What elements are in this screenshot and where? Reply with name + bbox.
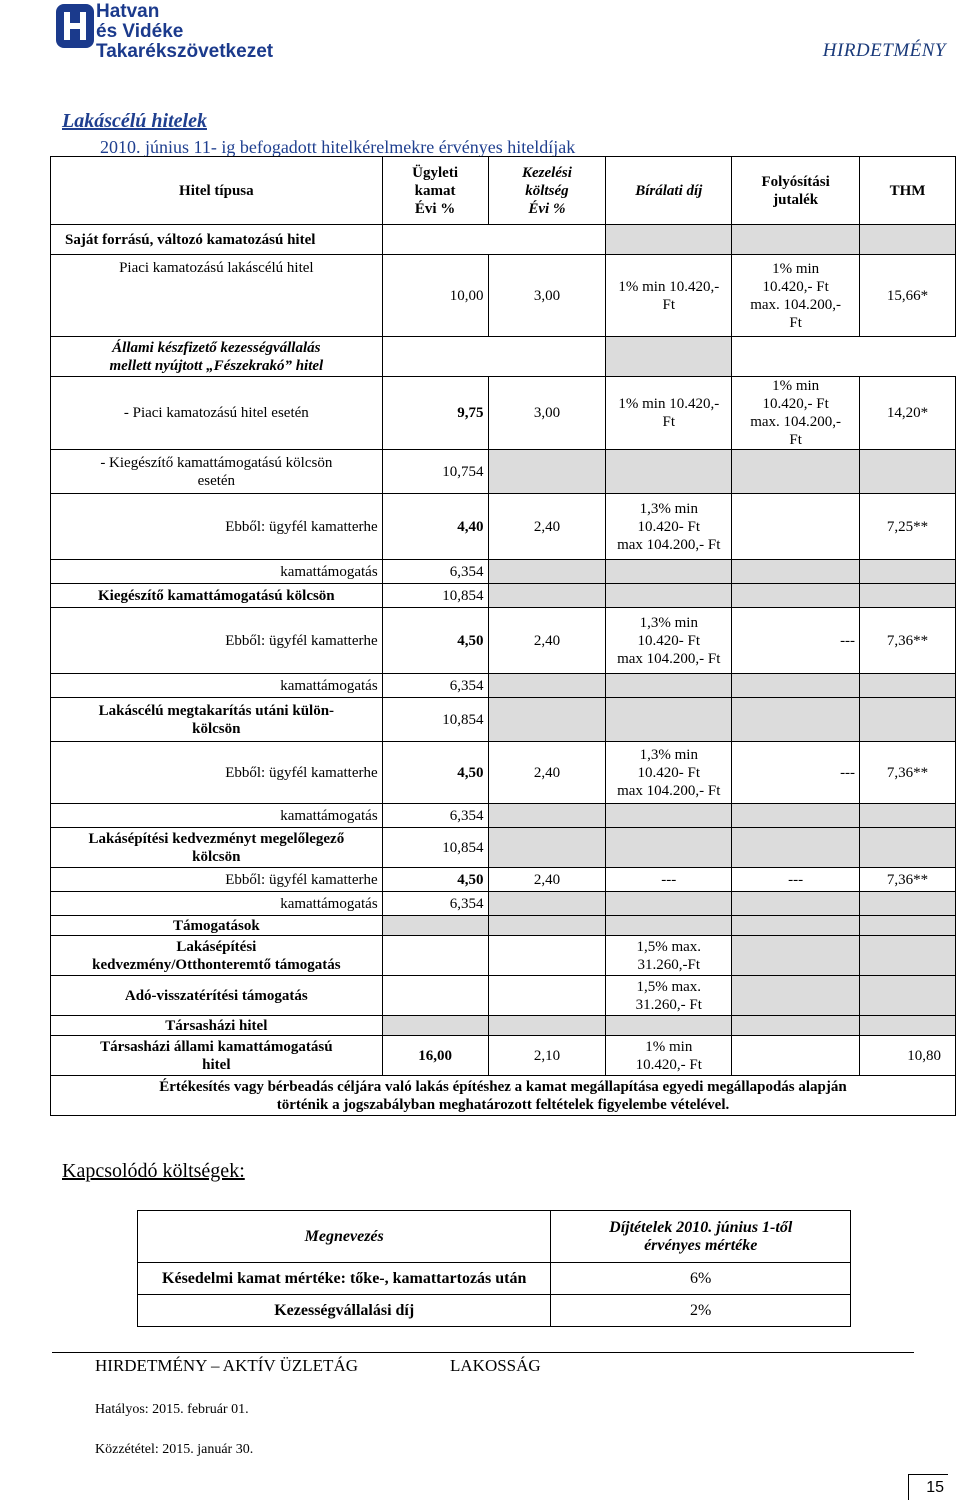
cell-fee: 2,40 — [488, 608, 606, 674]
rates-table — [50, 156, 956, 1116]
cell-client-rate: 4,50 — [382, 742, 488, 804]
cell-disbursement: --- — [732, 742, 860, 804]
table-header-row — [51, 157, 956, 225]
header-fee: Kezelési költség Évi % — [488, 157, 606, 225]
table-row — [51, 936, 956, 976]
table-row — [51, 828, 956, 868]
cell-rate: 9,75 — [382, 377, 488, 450]
published-date: Közzététel: 2015. január 30. — [95, 1442, 254, 1457]
cell-disbursement: --- — [732, 608, 860, 674]
footer-left: HIRDETMÉNY – AKTÍV ÜZLETÁG — [95, 1356, 358, 1375]
cell-thm: 10,80 — [860, 1036, 956, 1076]
cell-thm: 7,36** — [860, 608, 956, 674]
footer-right: LAKOSSÁG — [450, 1356, 541, 1375]
cost-name: Késedelmi kamat mértéke: tőke-, kamattartozás után — [138, 1263, 551, 1295]
cell-rate: 16,00 — [382, 1036, 488, 1076]
costs-header-row — [138, 1211, 851, 1263]
table-row — [51, 337, 956, 377]
row-label: kamattámogatás — [51, 804, 383, 828]
cell-rate: 10,854 — [382, 698, 488, 742]
cell-review: 1% min 10.420,- Ft — [606, 255, 732, 337]
footer-divider — [52, 1352, 914, 1353]
table-row — [51, 1036, 956, 1076]
cell-thm: 7,36** — [860, 742, 956, 804]
table-row — [51, 225, 956, 255]
costs-col-name: Megnevezés — [138, 1211, 551, 1263]
row-label: kamattámogatás — [51, 892, 383, 916]
cell-disbursement: 1% min 10.420,- Ft max. 104.200,- Ft — [732, 255, 860, 337]
cell-review: 1,3% min 10.420- Ft max 104.200,- Ft — [606, 494, 732, 560]
table-row — [51, 608, 956, 674]
cell-thm: 14,20* — [860, 377, 956, 450]
row-label: Ebből: ügyfél kamatterhe — [51, 742, 383, 804]
table-row — [51, 1016, 956, 1036]
table-row — [51, 804, 956, 828]
cell-fee: 2,10 — [488, 1036, 606, 1076]
logo-icon — [56, 4, 94, 48]
table-row — [138, 1263, 851, 1295]
document-type: HIRDETMÉNY — [822, 40, 946, 61]
header-disbursement: Folyósítási jutalék — [732, 157, 860, 225]
cell-disbursement: --- — [732, 868, 860, 892]
row-label: Állami készfizető kezességvállalás mellett nyújtott „Fészekrakó” hitel — [51, 337, 383, 377]
cell-rate: 10,00 — [382, 255, 488, 337]
row-label: Lakásépítési kedvezmény/Otthonteremtő támogatás — [51, 936, 383, 976]
table-row — [138, 1295, 851, 1327]
row-label: Támogatások — [51, 916, 383, 936]
table-row — [51, 450, 956, 494]
table-row — [51, 255, 956, 337]
table-row — [51, 976, 956, 1016]
page-number: 15 — [908, 1474, 948, 1500]
cell-subsidy: 6,354 — [382, 674, 488, 698]
cell-review: 1,3% min 10.420- Ft max 104.200,- Ft — [606, 742, 732, 804]
cell-client-rate: 4,40 — [382, 494, 488, 560]
row-label: Adó-visszatérítési támogatás — [51, 976, 383, 1016]
effective-date: Hatályos: 2015. február 01. — [95, 1402, 249, 1417]
cell-subsidy: 6,354 — [382, 804, 488, 828]
costs-table — [137, 1210, 851, 1327]
cell-subsidy: 6,354 — [382, 560, 488, 584]
table-row — [51, 868, 956, 892]
table-row — [51, 916, 956, 936]
row-label: Kiegészítő kamattámogatású kölcsön — [51, 584, 383, 608]
row-label: Lakásépítési kedvezményt megelőlegező kölcsön — [51, 828, 383, 868]
cell-rate: 10,754 — [382, 450, 488, 494]
header-type: Hitel típusa — [51, 157, 383, 225]
table-row — [51, 494, 956, 560]
table-note-row — [51, 1076, 956, 1116]
cell-fee: 2,40 — [488, 494, 606, 560]
logo-text: Hatvan és Vidéke Takarékszövetkezet — [96, 1, 274, 62]
table-row — [51, 892, 956, 916]
row-label: Ebből: ügyfél kamatterhe — [51, 868, 383, 892]
row-label: kamattámogatás — [51, 674, 383, 698]
table-row — [51, 377, 956, 450]
cell-review: 1% min 10.420,- Ft — [606, 377, 732, 450]
cell-fee: 2,40 — [488, 742, 606, 804]
costs-col-value: Díjtételek 2010. június 1-től érvényes mértéke — [551, 1211, 851, 1263]
cost-name: Kezességvállalási díj — [138, 1295, 551, 1327]
cell-review: --- — [606, 868, 732, 892]
row-label: Ebből: ügyfél kamatterhe — [51, 494, 383, 560]
cell-client-rate: 4,50 — [382, 868, 488, 892]
table-row — [51, 698, 956, 742]
table-row — [51, 674, 956, 698]
costs-title: Kapcsolódó költségek: — [62, 1160, 245, 1182]
footnote: Értékesítés vagy bérbeadás céljára való lakás építéshez a kamat megállapítása egyedi megállapodás alapján történik a jogszabályban meghatározott feltételek figyelembe vételével. — [51, 1076, 956, 1116]
cell-disbursement: 1% min 10.420,- Ft max. 104.200,- Ft — [732, 377, 860, 450]
row-label: kamattámogatás — [51, 560, 383, 584]
row-label: - Kiegészítő kamattámogatású kölcsön esetén — [51, 450, 383, 494]
cell-fee: 3,00 — [488, 255, 606, 337]
row-label: Ebből: ügyfél kamatterhe — [51, 608, 383, 674]
section-title: Lakáscélú hitelek — [62, 110, 207, 132]
row-label: Társasházi hitel — [51, 1016, 383, 1036]
row-label: Piaci kamatozású lakáscélú hitel — [51, 255, 383, 337]
cell-fee: 3,00 — [488, 377, 606, 450]
cell-thm: 7,36** — [860, 868, 956, 892]
cell-rate: 10,854 — [382, 828, 488, 868]
cell-review: 1,3% min 10.420- Ft max 104.200,- Ft — [606, 608, 732, 674]
table-row — [51, 584, 956, 608]
cell-subsidy: 6,354 — [382, 892, 488, 916]
cost-value: 2% — [551, 1295, 851, 1327]
row-label: Lakáscélú megtakarítás utáni külön- kölcsön — [51, 698, 383, 742]
header-review: Bírálati díj — [606, 157, 732, 225]
header-thm: THM — [860, 157, 956, 225]
cell-fee: 2,40 — [488, 868, 606, 892]
table-row — [51, 560, 956, 584]
row-label: - Piaci kamatozású hitel esetén — [51, 377, 383, 450]
cell-thm: 15,66* — [860, 255, 956, 337]
cell-review: 1,5% max. 31.260,- Ft — [606, 976, 732, 1016]
cell-review: 1,5% max. 31.260,-Ft — [606, 936, 732, 976]
row-label: Saját forrású, változó kamatozású hitel — [51, 225, 383, 255]
cell-client-rate: 4,50 — [382, 608, 488, 674]
cell-rate: 10,854 — [382, 584, 488, 608]
table-row — [51, 742, 956, 804]
header-rate: Ügyleti kamat Évi % — [382, 157, 488, 225]
cost-value: 6% — [551, 1263, 851, 1295]
cell-review: 1% min 10.420,- Ft — [606, 1036, 732, 1076]
section-subtitle: 2010. június 11- ig befogadott hitelkérelmekre érvényes hiteldíjak — [100, 137, 576, 157]
row-label: Társasházi állami kamattámogatású hitel — [51, 1036, 383, 1076]
cell-thm: 7,25** — [860, 494, 956, 560]
